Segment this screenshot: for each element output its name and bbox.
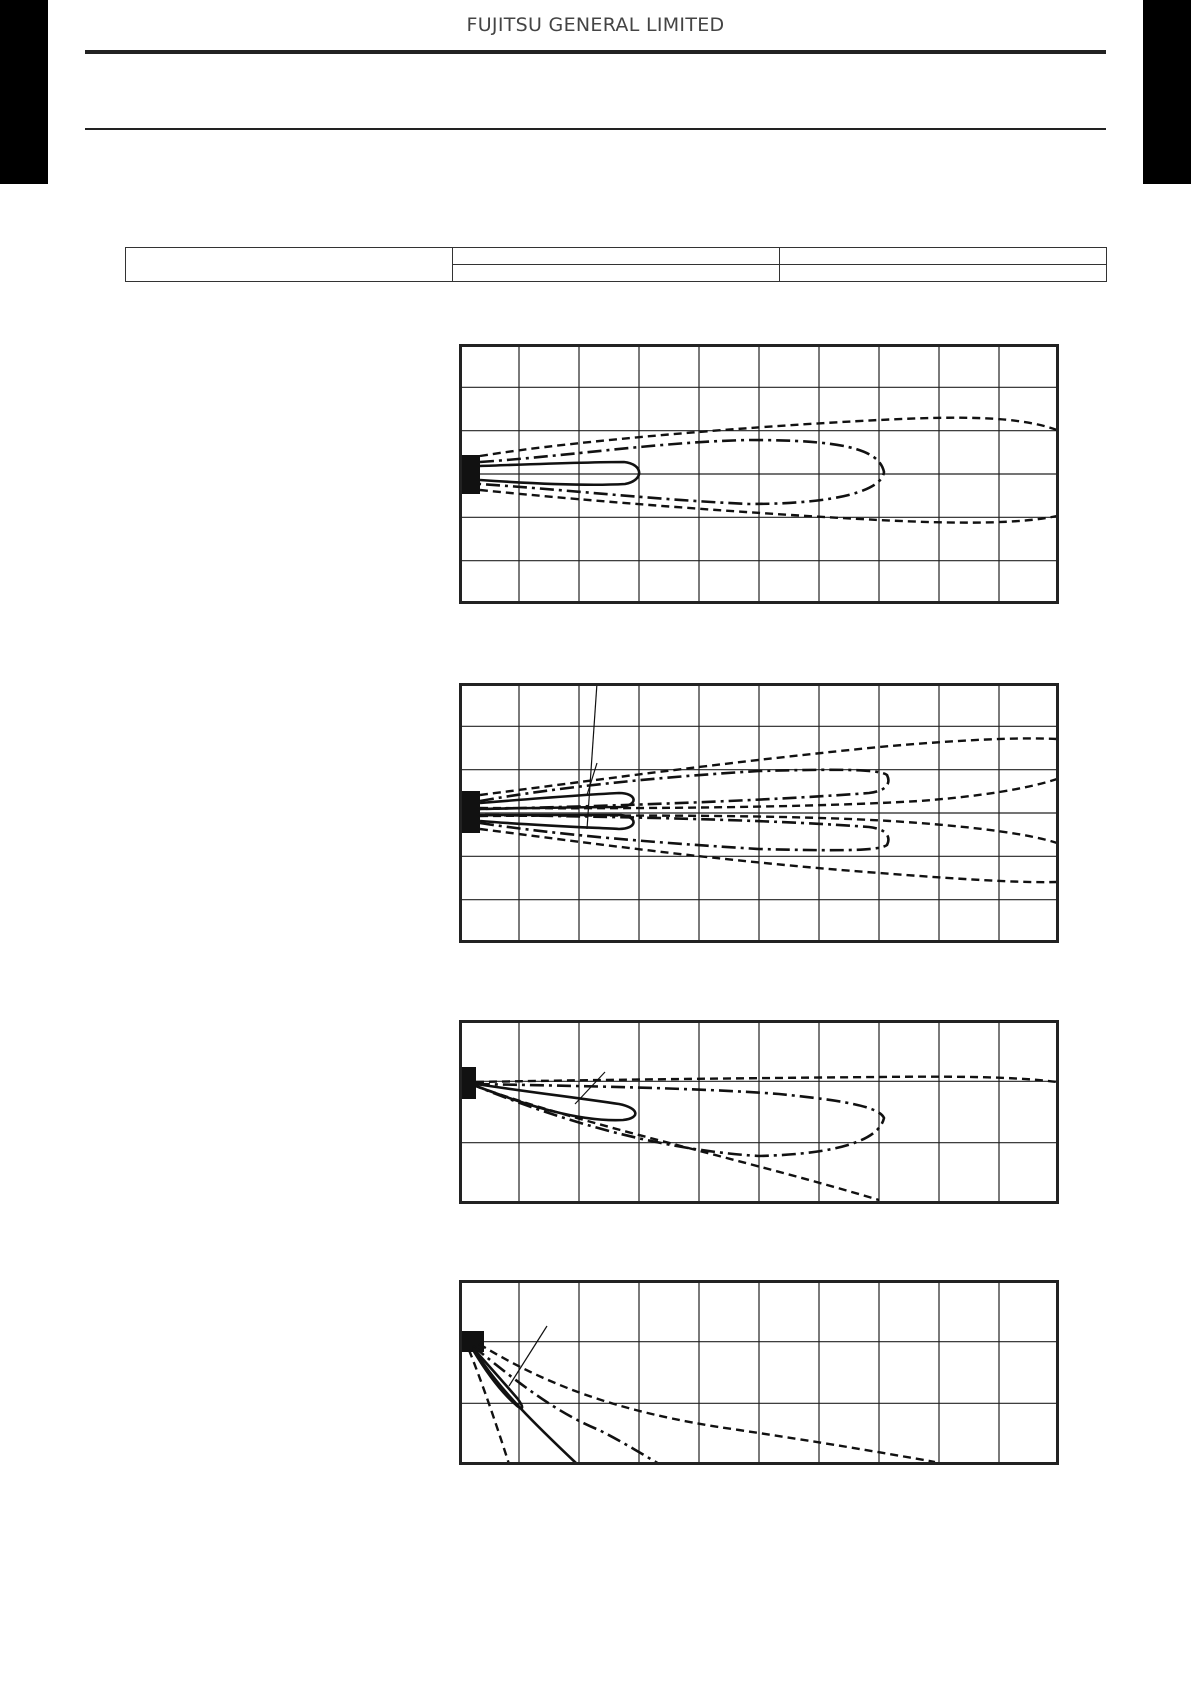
airflow-middle-boundary [480,440,884,504]
airflow-diagram-1 [459,344,1059,604]
airflow-inner-boundary-lower [480,815,634,829]
table-cell [453,248,780,265]
header-rule-thin [85,128,1106,130]
airflow-diagram-4 [459,1280,1059,1465]
spec-table [125,247,1107,282]
table-cell [780,265,1107,282]
airflow-outer-boundary-upper [480,738,1057,808]
header-rule-thick [85,50,1106,54]
table-cell [453,265,780,282]
table-cell [126,248,453,282]
airflow-inner-boundary-upper [480,793,634,809]
table-row [126,248,1107,265]
grid [459,344,1059,604]
airflow-middle-boundary-lower [480,815,888,850]
airflow-middle-boundary [473,1346,659,1464]
indoor-unit-marker [459,1331,484,1352]
airflow-inner-boundary [480,462,639,485]
airflow-outer-boundary [480,418,1057,523]
airflow-diagram-3 [459,1020,1059,1204]
leader-line-upper [587,763,597,795]
airflow-middle-boundary-upper [480,770,888,809]
indoor-unit-marker [459,791,480,833]
header-company-name: FUJITSU GENERAL LIMITED [466,14,725,36]
airflow-diagram-2 [459,683,1059,943]
indoor-unit-marker [459,455,480,494]
table-cell [780,248,1107,265]
grid [459,683,1059,943]
